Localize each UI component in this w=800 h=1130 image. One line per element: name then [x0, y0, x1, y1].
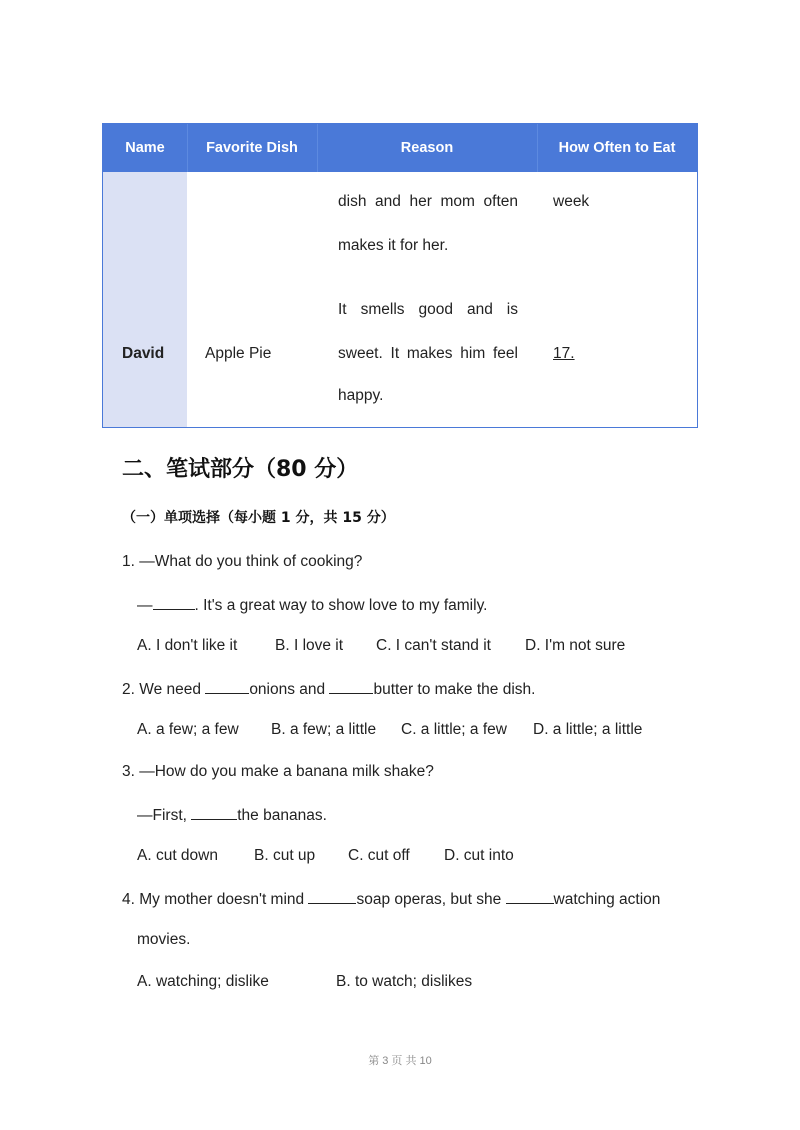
- response-text: —First,: [137, 807, 192, 824]
- reason-cell-line: happy.: [338, 387, 384, 404]
- option-a: A. watching; dislike: [137, 973, 269, 990]
- question-1-response: [137, 595, 487, 615]
- option-c: C. I can't stand it: [376, 637, 491, 654]
- reason-cell-line: sweet. It makes him feel: [338, 345, 518, 362]
- question-text: onions and: [249, 681, 330, 698]
- header-how-often: How Often to Eat: [558, 140, 676, 156]
- question-3: 3. —How do you make a banana milk shake?: [122, 763, 434, 780]
- answer-blank: [329, 679, 373, 694]
- question-text: 4. My mother doesn't mind: [122, 891, 309, 908]
- option-b: B. I love it: [275, 637, 344, 654]
- response-text: the bananas.: [237, 807, 327, 824]
- option-d: D. cut into: [444, 847, 514, 864]
- option-c: C. a little; a few: [401, 721, 507, 738]
- question-text: soap operas, but she: [356, 891, 506, 908]
- question-2: [122, 679, 535, 699]
- option-a: A. cut down: [137, 847, 218, 864]
- table-header-row: [103, 124, 697, 172]
- question-4: [122, 889, 660, 909]
- favorite-dish-table: [102, 123, 698, 428]
- reason-cell-line: dish and her mom often: [338, 193, 518, 210]
- answer-blank: [205, 679, 249, 694]
- section-title: 二、笔试部分（80 分）: [122, 457, 359, 482]
- option-b: B. cut up: [254, 847, 316, 864]
- question-4-continuation: movies.: [137, 931, 191, 948]
- option-b: B. a few; a little: [271, 721, 377, 738]
- question-text: butter to make the dish.: [373, 681, 536, 698]
- dialogue-dash: —: [137, 597, 153, 614]
- answer-blank: [506, 889, 554, 904]
- name-column-shading: [103, 172, 187, 427]
- question-text: 2. We need: [122, 681, 206, 698]
- answer-blank: [153, 595, 195, 610]
- option-a: A. a few; a few: [137, 721, 239, 738]
- answer-blank: [191, 805, 237, 820]
- dish-cell-apple-pie: Apple Pie: [205, 345, 272, 362]
- header-favorite-dish: Favorite Dish: [187, 124, 318, 172]
- option-d: D. a little; a little: [533, 721, 643, 738]
- how-often-cell: week: [553, 193, 590, 210]
- option-c: C. cut off: [348, 847, 410, 864]
- reason-cell-line: It smells good and is: [338, 301, 518, 318]
- header-reason: Reason: [317, 124, 538, 172]
- reason-cell-line: makes it for her.: [338, 237, 449, 254]
- header-name: Name: [103, 124, 188, 172]
- question-text: watching action: [553, 891, 661, 908]
- response-text: . It's a great way to show love to my family.: [194, 597, 488, 614]
- question-3-response: [137, 805, 327, 825]
- answer-blank: [308, 889, 356, 904]
- question-1: 1. —What do you think of cooking?: [122, 553, 363, 570]
- section-subtitle: （一）单项选择（每小题 1 分，共 15 分）: [122, 510, 395, 526]
- option-b: B. to watch; dislikes: [336, 973, 473, 990]
- option-d: D. I'm not sure: [525, 637, 626, 654]
- option-a: A. I don't like it: [137, 637, 238, 654]
- name-cell-david: David: [122, 345, 165, 362]
- answer-blank-17: 17.: [553, 345, 575, 362]
- page-footer: 第 3 页 共 10: [368, 1055, 432, 1067]
